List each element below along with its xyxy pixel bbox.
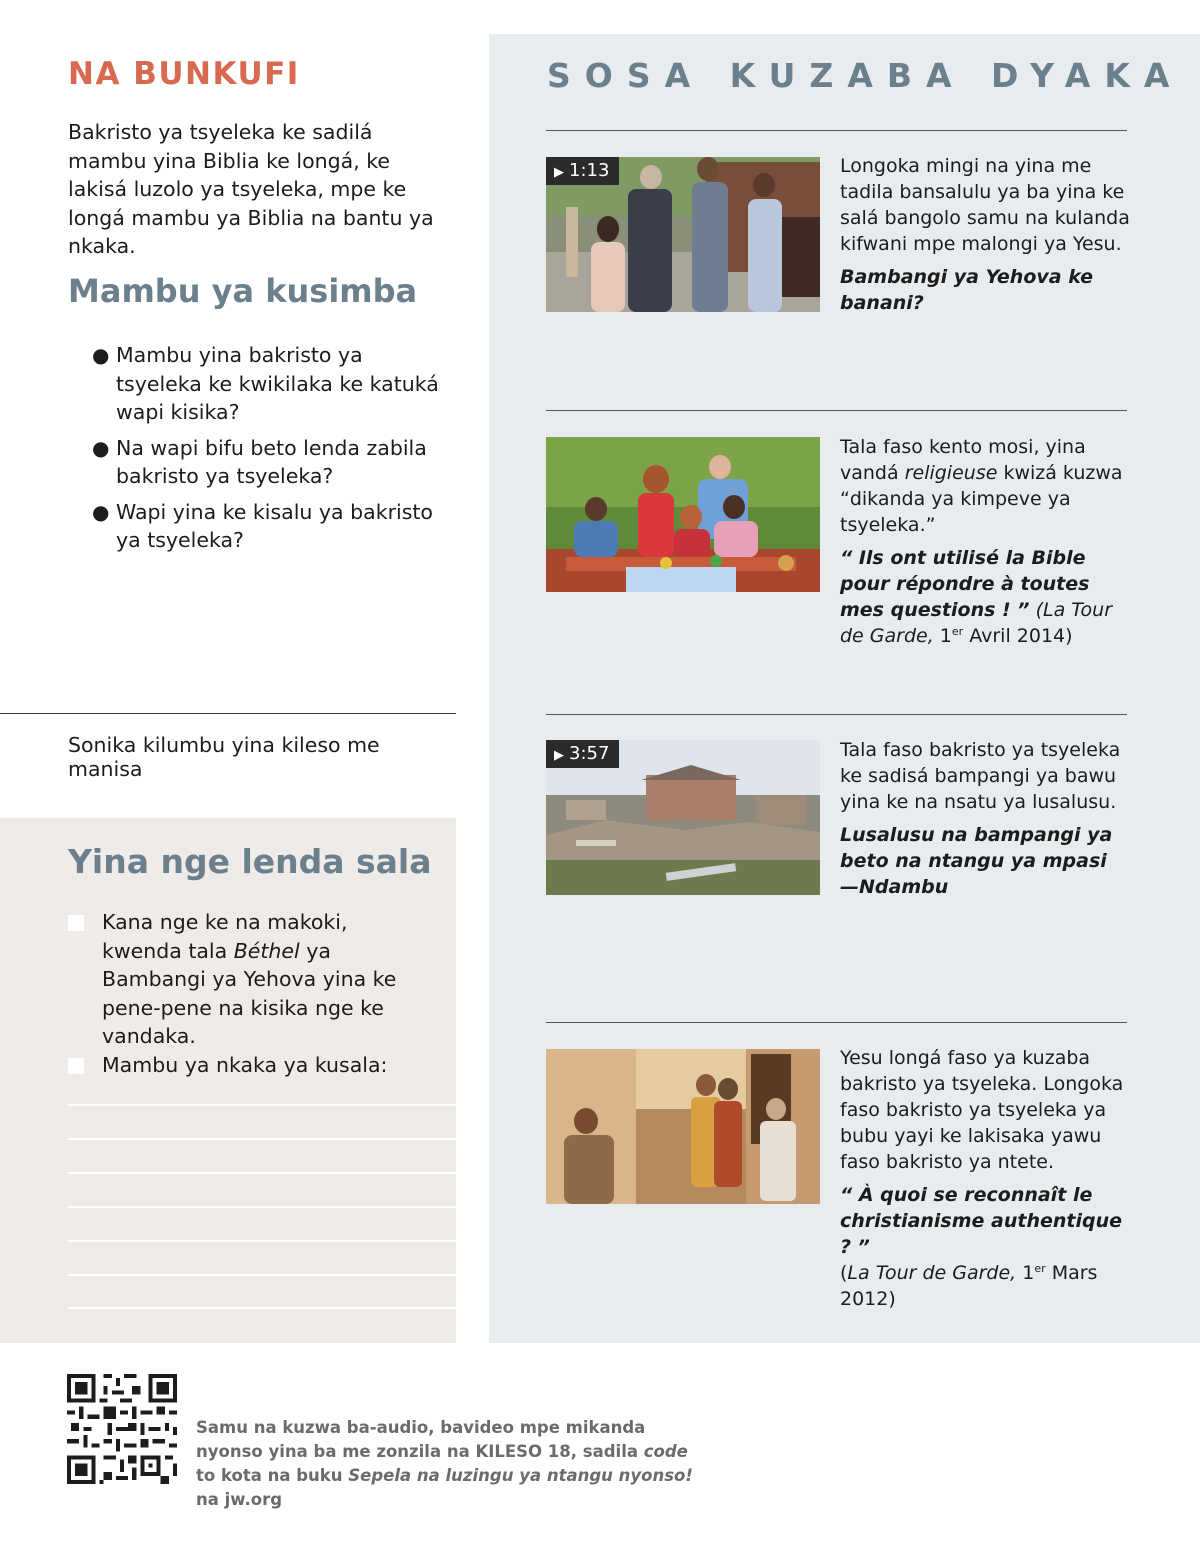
writing-line[interactable] xyxy=(68,1138,456,1140)
review-item-text: Mambu yina bakristo ya tsyeleka ke kwikilaka ke katuká wapi kisika? xyxy=(116,343,439,424)
article-reference[interactable] xyxy=(840,545,1130,649)
footer-book-title: Sepela na luzingu ya ntangu nyonso! xyxy=(348,1466,693,1485)
writing-line[interactable] xyxy=(68,1206,456,1208)
task-text: Kana nge ke na makoki, kwenda tala xyxy=(102,910,348,963)
bullet-icon: ● xyxy=(92,435,110,460)
qr-code[interactable] xyxy=(67,1374,177,1484)
duration-text: 3:57 xyxy=(569,743,610,764)
learn-more-title: SOSA KUZABA DYAKA xyxy=(547,56,1184,95)
cite-date: Mars 2012) xyxy=(840,1262,1098,1310)
writing-line[interactable] xyxy=(68,1307,456,1309)
duration-text: 1:13 xyxy=(569,160,610,181)
family-meal-image xyxy=(546,437,820,592)
cite-sup: er xyxy=(1034,1262,1046,1275)
block-text-a: Tala faso kento mosi, yina vandá xyxy=(840,436,1086,484)
cite-open: ( xyxy=(840,1262,848,1284)
writing-line[interactable] xyxy=(68,1274,456,1276)
divider xyxy=(0,713,456,714)
task-text: ya Bambangi ya Yehova yina ke pene-pene na kisika nge ke vandaka. xyxy=(102,938,397,1048)
learn-more-block-4 xyxy=(840,1045,1130,1312)
review-item-text: Na wapi bifu beto lenda zabila bakristo ya tsyeleka? xyxy=(116,435,427,488)
learn-more-block-3 xyxy=(840,737,1130,900)
article-reference[interactable] xyxy=(840,1182,1130,1312)
review-item xyxy=(90,434,455,491)
divider xyxy=(546,714,1127,715)
tasks-title: Yina nge lenda sala xyxy=(68,842,432,881)
cite-date: Avril 2014) xyxy=(963,625,1073,647)
video-title[interactable]: Bambangi ya Yehova ke banani? xyxy=(840,266,1094,314)
block-text: Tala faso bakristo ya tsyeleka ke sadisá bampangi ya bawu yina ke na nsatu ya lusalusu. xyxy=(840,739,1121,813)
footer-code: code xyxy=(643,1442,688,1461)
task-item-visit-bethel xyxy=(68,908,433,1051)
block-text-b: kwizá kuzwa “dikanda ya kimpeve ya tsyeleka.” xyxy=(840,462,1123,536)
video-duration-badge xyxy=(546,740,619,768)
cite-publication: La Tour de Garde, xyxy=(840,599,1113,647)
bullet-icon: ● xyxy=(92,343,110,367)
learn-more-block-2 xyxy=(840,434,1130,649)
task-checkbox[interactable] xyxy=(68,915,84,931)
divider xyxy=(546,1022,1127,1023)
article-image-family-meal xyxy=(546,437,820,592)
cite-day: 1 xyxy=(1016,1262,1035,1284)
cite-publication: La Tour de Garde, xyxy=(847,1262,1017,1284)
writing-line[interactable] xyxy=(68,1104,456,1106)
learn-more-block-1 xyxy=(840,153,1130,316)
divider xyxy=(546,410,1127,411)
summary-text: Bakristo ya tsyeleka ke sadilá mambu yina Biblia ke longá, ke lakisá luzolo ya tsyeleka, mpe ke longá mambu ya Biblia na bantu ya nkaka. xyxy=(68,120,434,258)
video-title[interactable]: Lusalusu na bampangi ya beto na ntangu ya mpasi —Ndambu xyxy=(840,824,1113,898)
block-text xyxy=(840,434,1130,538)
review-item xyxy=(90,498,455,555)
divider xyxy=(546,130,1127,131)
completion-date-prompt: Sonika kilumbu yina kileso me manisa xyxy=(68,733,380,781)
footer-text-c: na jw.org xyxy=(196,1490,283,1509)
bullet-icon: ● xyxy=(92,499,110,524)
writing-line[interactable] xyxy=(68,1172,456,1174)
play-icon: ▶ xyxy=(554,165,564,180)
footer-text xyxy=(196,1416,696,1512)
task-text-italic: Béthel xyxy=(233,938,300,963)
writing-line[interactable] xyxy=(68,1240,456,1242)
cite-sup: er xyxy=(951,625,964,638)
task-item-other xyxy=(68,1051,433,1080)
cite-open: ( xyxy=(1029,599,1043,621)
article-title: “ À quoi se reconnaît le christianisme authentique ? ” xyxy=(840,1184,1123,1258)
video-duration-badge xyxy=(546,157,619,185)
review-item-text: Wapi yina ke kisalu ya bakristo ya tsyeleka? xyxy=(116,499,433,552)
left-column xyxy=(0,0,456,1343)
review-list xyxy=(90,341,455,562)
article-image-bible-scene xyxy=(546,1049,820,1204)
block-text: Yesu longá faso ya kuzaba bakristo ya tsyeleka. Longoka faso bakristo ya tsyeleka ya bubu yayi ke lakisaka yawu faso bakristo ya ntete. xyxy=(840,1047,1124,1173)
article-title: “ Ils ont utilisé la Bible pour répondre à toutes mes questions ! ” xyxy=(840,547,1090,621)
video-thumbnail-witnesses[interactable] xyxy=(546,157,820,312)
cite-day: 1 xyxy=(933,625,952,647)
block-text-italic: religieuse xyxy=(904,462,998,484)
video-thumbnail-relief[interactable] xyxy=(546,740,820,895)
task-text: Mambu ya nkaka ya kusala: xyxy=(102,1053,388,1077)
footer-text-a: Samu na kuzwa ba-audio, bavideo mpe mikanda nyonso yina ba me zonzila na KILESO 18, sadila xyxy=(196,1418,646,1461)
task-checkbox[interactable] xyxy=(68,1058,84,1074)
bible-scene-image xyxy=(546,1049,820,1204)
tasks-panel xyxy=(0,818,456,1343)
block-text: Longoka mingi na yina me tadila bansalulu ya ba yina ke salá bangolo samu na kulanda kifwani mpe malongi ya Yesu. xyxy=(840,155,1130,255)
footer-text-b: to kota na buku xyxy=(196,1466,349,1485)
play-icon: ▶ xyxy=(554,748,564,763)
summary-title: NA BUNKUFI xyxy=(68,56,300,92)
review-item xyxy=(90,341,455,427)
review-title: Mambu ya kusimba xyxy=(68,272,418,310)
